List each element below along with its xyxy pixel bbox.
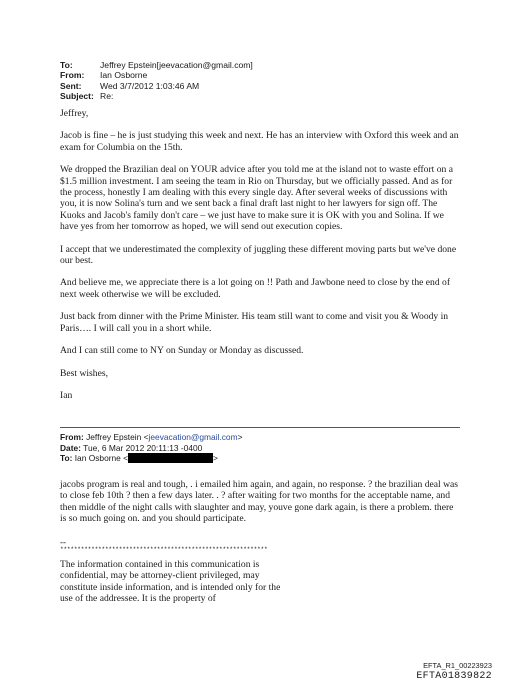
bates-number-1: EFTA_R1_00223923	[423, 661, 492, 670]
subject-label: Subject:	[60, 91, 94, 102]
quoted-from-close: >	[237, 432, 243, 442]
quoted-date-row	[60, 443, 242, 454]
sent-row	[60, 81, 253, 91]
to-row	[60, 60, 253, 70]
to-label: To:	[60, 60, 73, 70]
quoted-to-label: To:	[60, 453, 73, 464]
quoted-header	[60, 432, 242, 464]
email-body	[60, 108, 460, 412]
subject-row	[60, 91, 253, 101]
quoted-date-label: Date:	[60, 442, 81, 453]
greeting: Jeffrey,	[60, 108, 89, 119]
from-value: Ian Osborne	[100, 70, 148, 81]
quoted-body	[60, 479, 460, 525]
confidentiality-notice: The information contained in this communication is confidential, may be attorney-client privileged, may constitute inside information, and is intended only for the use of the addressee. It is the property of	[60, 559, 281, 604]
paragraph-5: Just back from dinner with the Prime Minister. His team still want to come and visit you & Woody in Paris…. I will call you in a short while.	[60, 311, 449, 334]
sent-label: Sent:	[60, 80, 82, 91]
quoted-text: jacobs program is real and tough, . i emailed him again, and again, no response. ? the brazilian deal was to close feb 10th ? then a few days later. . ? after waiting for two months for the acceptable name, and then middle of the night calls with slaughter and may, youve gone dark again, is there a problem. there is so much going on. and you should participate.	[60, 479, 459, 525]
quoted-date-value: Tue, 6 Mar 2012 20:11:13 -0400	[83, 442, 203, 453]
signature-dash: --	[60, 537, 66, 547]
quoted-to-value: Ian Osborne <	[74, 453, 129, 464]
paragraph-1: Jacob is fine – he is just studying this week and next. He has an interview with Oxford this week and an exam for Columbia on the 15th.	[60, 130, 459, 153]
subject-value: Re:	[100, 91, 114, 102]
redaction-box	[128, 453, 213, 463]
signature: Ian	[60, 389, 73, 401]
quoted-from-row	[60, 432, 242, 443]
from-row	[60, 70, 253, 80]
sent-value: Wed 3/7/2012 1:03:46 AM	[100, 80, 200, 91]
star-separator: ************************************************************	[60, 546, 268, 553]
quoted-from-name: Jeffrey Epstein <	[86, 432, 149, 442]
quote-divider	[60, 427, 460, 428]
quoted-to-row	[60, 453, 242, 464]
to-value: Jeffrey Epstein[jeevacation@gmail.com]	[100, 60, 253, 70]
quoted-from-email-link[interactable]: jeevacation@gmail.com	[148, 432, 238, 442]
email-header	[60, 60, 253, 102]
paragraph-2: We dropped the Brazilian deal on YOUR advice after you told me at the island not to waste effort on a $1.5 million investment. I am seeing the team in Rio on Thursday, but we officially passed. And as for the process, honestly I am dealing with this every single day. After several weeks of discussions with you, it is now Solina's turn and we sent back a final draft last night to her lawyers for sign off. The Kuoks and Jacob's family don't care – we just have to make sure it is OK with you and Solina. If we have yes from her tomorrow as hoped, we will send out execution copies.	[60, 164, 453, 233]
from-label: From:	[60, 70, 85, 81]
paragraph-4: And believe me, we appreciate there is a lot going on !! Path and Jawbone need to close by the end of next week otherwise we will be excluded.	[60, 277, 451, 300]
bates-number-2: EFTA01839822	[416, 671, 492, 682]
closing: Best wishes,	[60, 367, 108, 379]
paragraph-6: And I can still come to NY on Sunday or Monday as discussed.	[60, 345, 304, 357]
quoted-to-close: >	[213, 453, 218, 464]
paragraph-3: I accept that we underestimated the complexity of juggling these different moving parts but we've done our best.	[60, 243, 457, 267]
quoted-from-label: From:	[60, 432, 84, 442]
